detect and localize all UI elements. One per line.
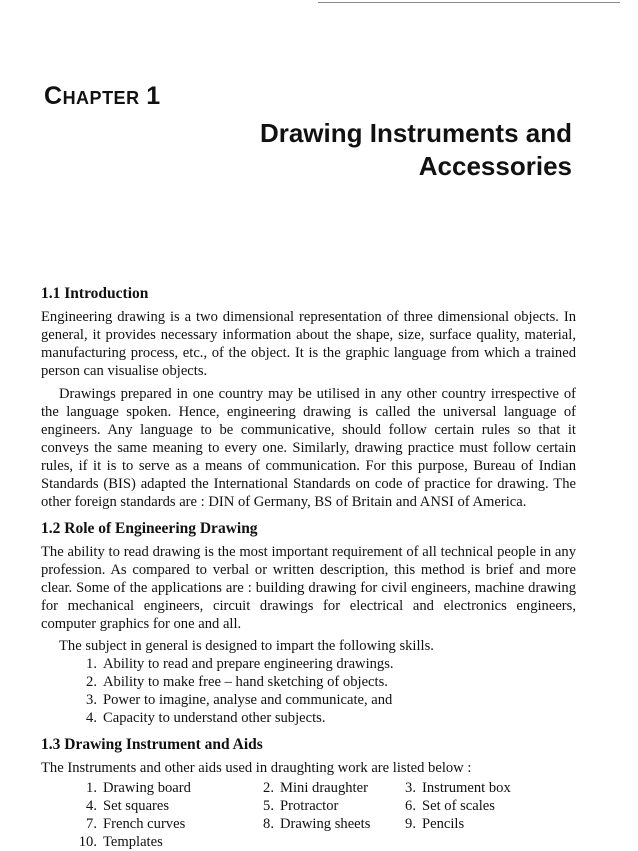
list-item: [394, 779, 544, 797]
chapter-label: [44, 82, 161, 111]
list-item-number: 1.: [86, 780, 97, 796]
list-item-number: 7.: [86, 816, 97, 832]
list-item-text: Protractor: [280, 798, 339, 814]
top-rule-line: [318, 2, 620, 3]
list-item: [75, 691, 576, 709]
list-item-number: 2.: [263, 780, 274, 796]
list-item-text: French curves: [103, 816, 186, 832]
instruments-list: [41, 779, 576, 851]
list-item: [252, 815, 394, 833]
list-item-text: Set squares: [103, 798, 170, 814]
list-item-text: Mini draughter: [280, 780, 368, 796]
paragraph-introduction-1: Engineering drawing is a two dimensional representation of three dimensional objects. In general, it provides necessary information about the shape, size, surface quality, material, manufacturing process, etc., of the object. It is the graphic language from which a trained person can visualise objects.: [41, 309, 576, 379]
paragraph-skills-intro: The subject in general is designed to impart the following skills.: [59, 638, 434, 654]
list-item-text: Ability to make free – hand sketching of objects.: [103, 674, 388, 690]
section-heading-introduction: 1.1 Introduction: [41, 285, 149, 302]
list-item: [75, 655, 576, 673]
chapter-title-line-2: Accessories: [418, 151, 572, 181]
chapter-label-initial: C: [44, 82, 63, 110]
list-item-number: 6.: [405, 798, 416, 814]
section-heading-role: 1.2 Role of Engineering Drawing: [41, 520, 258, 537]
paragraph-introduction-2: Drawings prepared in one country may be utilised in any other country irrespective of the language spoken. Hence, engineering drawing is called the universal language of engineers. Any language to be communicative, should follow certain rules so that it conveys the same meaning to every one. Similarly, drawing practice must follow certain rules, if it is to serve as a means of communication. For this purpose, Bureau of Indian Standards (BIS) adapted the International Standards on code of practice for drawing. The other foreign standards are : DIN of Germany, BS of Britain and ANSI of America.: [41, 386, 576, 510]
list-item-number: 8.: [263, 816, 274, 832]
paragraph-role-1: The ability to read drawing is the most important requirement of all technical people in any profession. As compared to verbal or written description, this method is brief and more clear. Some of the applications are : building drawing for civil engineers, machine drawing for mechanical engineers, circuit drawings for electrical and electronics engineers, computer graphics for one and all.: [41, 544, 576, 632]
list-item-text: Set of scales: [422, 798, 495, 814]
list-item: [394, 815, 544, 833]
list-item: [394, 797, 544, 815]
skills-list: [41, 655, 576, 727]
list-item-number: 3.: [405, 780, 416, 796]
list-item-text: Instrument box: [422, 780, 511, 796]
list-item-text: Pencils: [422, 816, 465, 832]
list-item-number: 1.: [86, 656, 97, 672]
list-item-number: 3.: [86, 692, 97, 708]
list-item: [75, 779, 252, 797]
chapter-title-line-1: Drawing Instruments and: [259, 118, 572, 148]
chapter-label-rest: HAPTER: [62, 88, 140, 108]
list-item: [252, 779, 394, 797]
list-item-number: 4.: [86, 710, 97, 726]
chapter-title: [152, 117, 572, 183]
list-item-text: Capacity to understand other subjects.: [103, 710, 326, 726]
list-item-number: 5.: [263, 798, 274, 814]
list-item-text: Drawing board: [103, 780, 191, 796]
list-item-text: Drawing sheets: [280, 816, 371, 832]
list-item-number: 2.: [86, 674, 97, 690]
list-item-text: Templates: [103, 834, 163, 850]
list-item-number: 4.: [86, 798, 97, 814]
list-item-text: Ability to read and prepare engineering drawings.: [103, 656, 394, 672]
list-item: [252, 797, 394, 815]
list-item-text: Power to imagine, analyse and communicate, and: [103, 692, 393, 708]
list-item: [75, 709, 576, 727]
list-item-number: 9.: [405, 816, 416, 832]
paragraph-instruments-intro: The Instruments and other aids used in draughting work are listed below :: [41, 760, 472, 776]
list-item: [75, 815, 252, 833]
list-item: [75, 673, 576, 691]
chapter-content: [41, 284, 576, 851]
list-item: [75, 833, 252, 851]
chapter-number: 1: [146, 82, 161, 110]
section-heading-instruments: 1.3 Drawing Instrument and Aids: [41, 736, 263, 753]
list-item-number: 10.: [78, 834, 97, 850]
list-item: [75, 797, 252, 815]
